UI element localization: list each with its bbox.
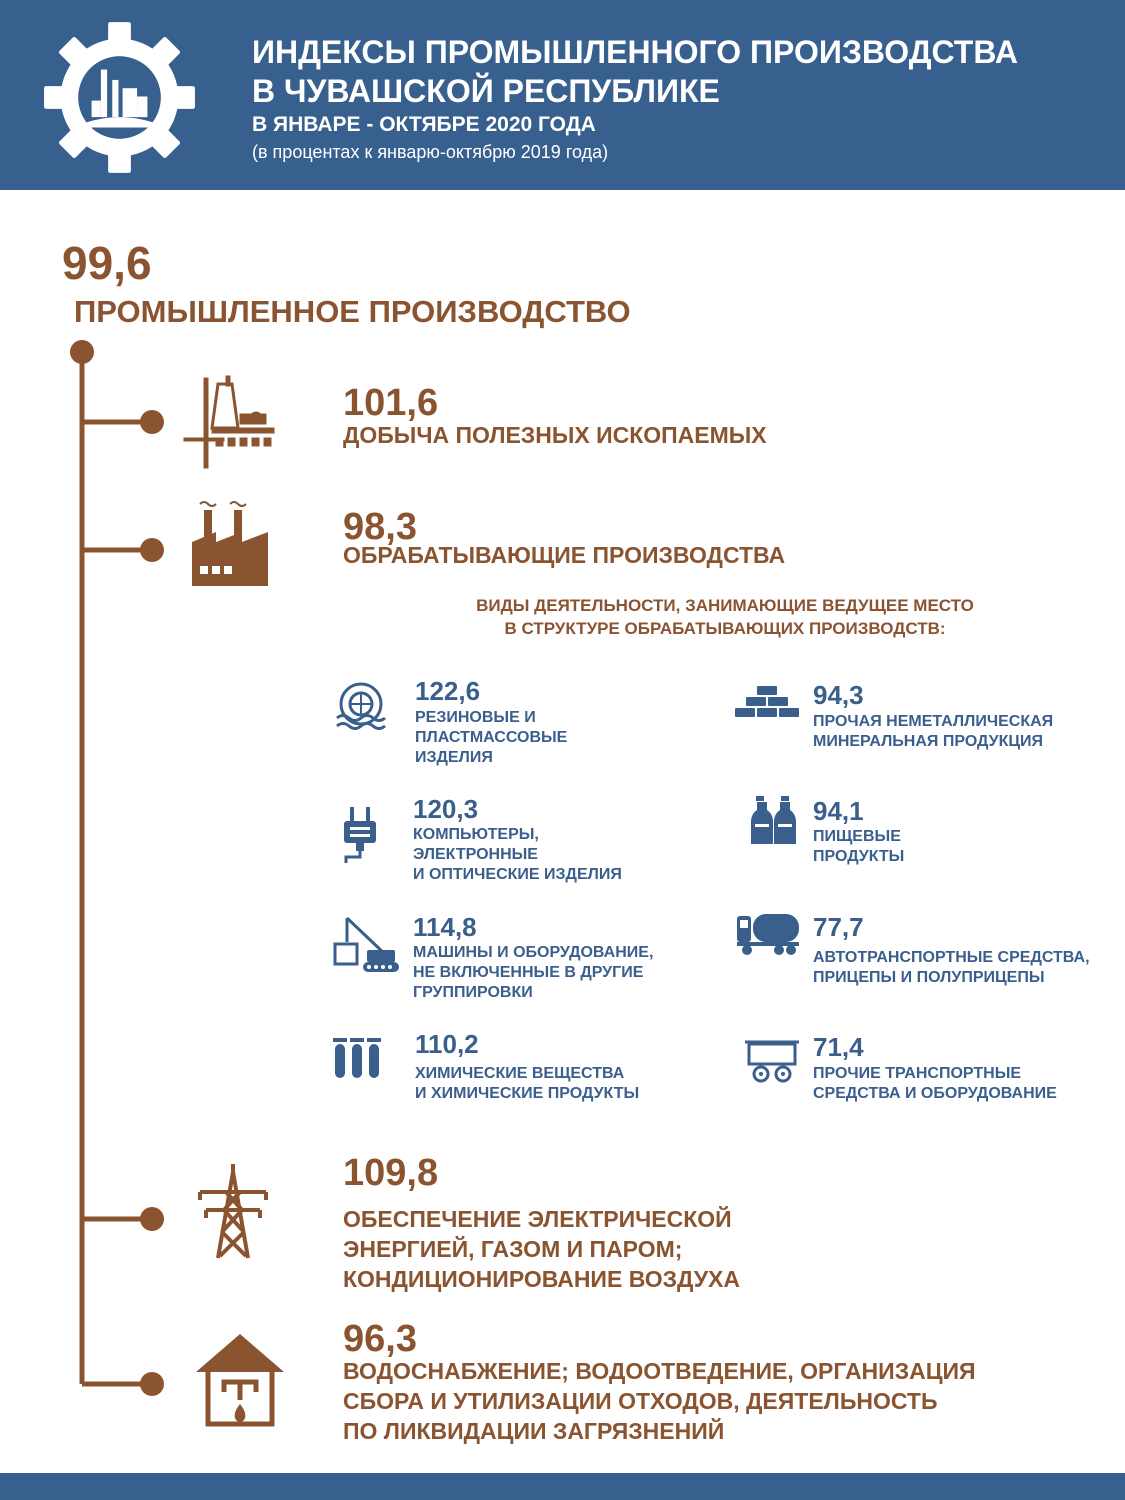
crane-icon [333, 914, 401, 976]
category-label-water: ВОДОСНАБЖЕНИЕ; ВОДООТВЕДЕНИЕ, ОРГАНИЗАЦИЯ СБОРА И УТИЛИЗАЦИИ ОТХОДОВ, ДЕЯТЕЛЬНОСТЬ ПО ЛИКВИДАЦИИ ЗАГРЯЗНЕНИЙ [343, 1358, 976, 1444]
subcategory-value-nonmetallic: 94,3 [813, 680, 864, 710]
header-banner [0, 0, 1125, 190]
category-value-energy: 109,8 [343, 1152, 439, 1194]
subcategory-value-rubber: 122,6 [415, 676, 481, 706]
power-tower-icon [192, 1162, 274, 1260]
subcategory-label-rubber: РЕЗИНОВЫЕ И ПЛАСТМАССОВЫЕ ИЗДЕЛИЯ [415, 709, 568, 766]
subcategory-label-computers: КОМПЬЮТЕРЫ, ЭЛЕКТРОННЫЕ И ОПТИЧЕСКИЕ ИЗДЕЛИЯ [413, 826, 622, 883]
subcategory-label-other-transport: ПРОЧИЕ ТРАНСПОРТНЫЕ СРЕДСТВА И ОБОРУДОВАНИЕ [813, 1065, 1057, 1102]
house-water-icon [192, 1330, 288, 1430]
total-index-label: ПРОМЫШЛЕННОЕ ПРОИЗВОДСТВО [74, 294, 631, 329]
subcategory-label-food: ПИЩЕВЫЕ ПРОДУКТЫ [813, 828, 905, 865]
leading-activities-note: ВИДЫ ДЕЯТЕЛЬНОСТИ, ЗАНИМАЮЩИЕ ВЕДУЩЕЕ МЕСТО В СТРУКТУРЕ ОБРАБАТЫВАЮЩИХ ПРОИЗВОДСТВ: [476, 596, 974, 638]
footer-bar [0, 1473, 1125, 1500]
subcategory-value-machinery: 114,8 [413, 912, 477, 942]
subcategory-label-machinery: МАШИНЫ И ОБОРУДОВАНИЕ, НЕ ВКЛЮЧЕННЫЕ В ДРУГИЕ ГРУППИРОВКИ [413, 944, 654, 1001]
header-title-line-1: ИНДЕКСЫ ПРОМЫШЛЕННОГО ПРОИЗВОДСТВА [252, 34, 1018, 70]
subcategory-label-chemicals: ХИМИЧЕСКИЕ ВЕЩЕСТВА И ХИМИЧЕСКИЕ ПРОДУКТЫ [415, 1065, 640, 1102]
header-note: (в процентах к январю-октябрю 2019 года) [252, 142, 609, 162]
header-title-line-2: В ЧУВАШСКОЙ РЕСПУБЛИКЕ [252, 73, 720, 109]
category-value-mining: 101,6 [343, 382, 439, 424]
subcategory-value-vehicles: 77,7 [813, 912, 864, 942]
tanker-truck-icon [735, 912, 801, 956]
subcategory-value-computers: 120,3 [413, 794, 479, 824]
factory-gear-icon [42, 20, 197, 175]
test-tubes-icon [333, 1036, 381, 1080]
subcategory-label-nonmetallic: ПРОЧАЯ НЕМЕТАЛЛИЧЕСКАЯ МИНЕРАЛЬНАЯ ПРОДУКЦИЯ [813, 713, 1054, 750]
bottles-icon [750, 796, 796, 846]
factory-icon [190, 498, 270, 586]
tire-icon [333, 682, 389, 734]
category-label-manufacturing: ОБРАБАТЫВАЮЩИЕ ПРОИЗВОДСТВА [343, 542, 786, 568]
rail-cart-icon [745, 1036, 799, 1084]
category-label-energy: ОБЕСПЕЧЕНИЕ ЭЛЕКТРИЧЕСКОЙ ЭНЕРГИЕЙ, ГАЗОМ И ПАРОМ; КОНДИЦИОНИРОВАНИЕ ВОЗДУХА [343, 1206, 740, 1292]
subcategory-value-chemicals: 110,2 [415, 1029, 479, 1059]
bricks-icon [735, 684, 799, 718]
total-index-value: 99,6 [62, 237, 152, 289]
header-period: В ЯНВАРЕ - ОКТЯБРЕ 2020 ГОДА [252, 113, 596, 136]
category-value-manufacturing: 98,3 [343, 506, 417, 548]
category-label-mining: ДОБЫЧА ПОЛЕЗНЫХ ИСКОПАЕМЫХ [343, 422, 767, 448]
subcategory-value-food: 94,1 [813, 796, 864, 826]
category-value-water: 96,3 [343, 1318, 417, 1360]
subcategory-label-vehicles: АВТОТРАНСПОРТНЫЕ СРЕДСТВА, ПРИЦЕПЫ И ПОЛУПРИЦЕПЫ [813, 949, 1090, 986]
plug-icon [340, 805, 380, 865]
oil-pump-icon [182, 374, 278, 470]
subcategory-value-other-transport: 71,4 [813, 1032, 864, 1062]
